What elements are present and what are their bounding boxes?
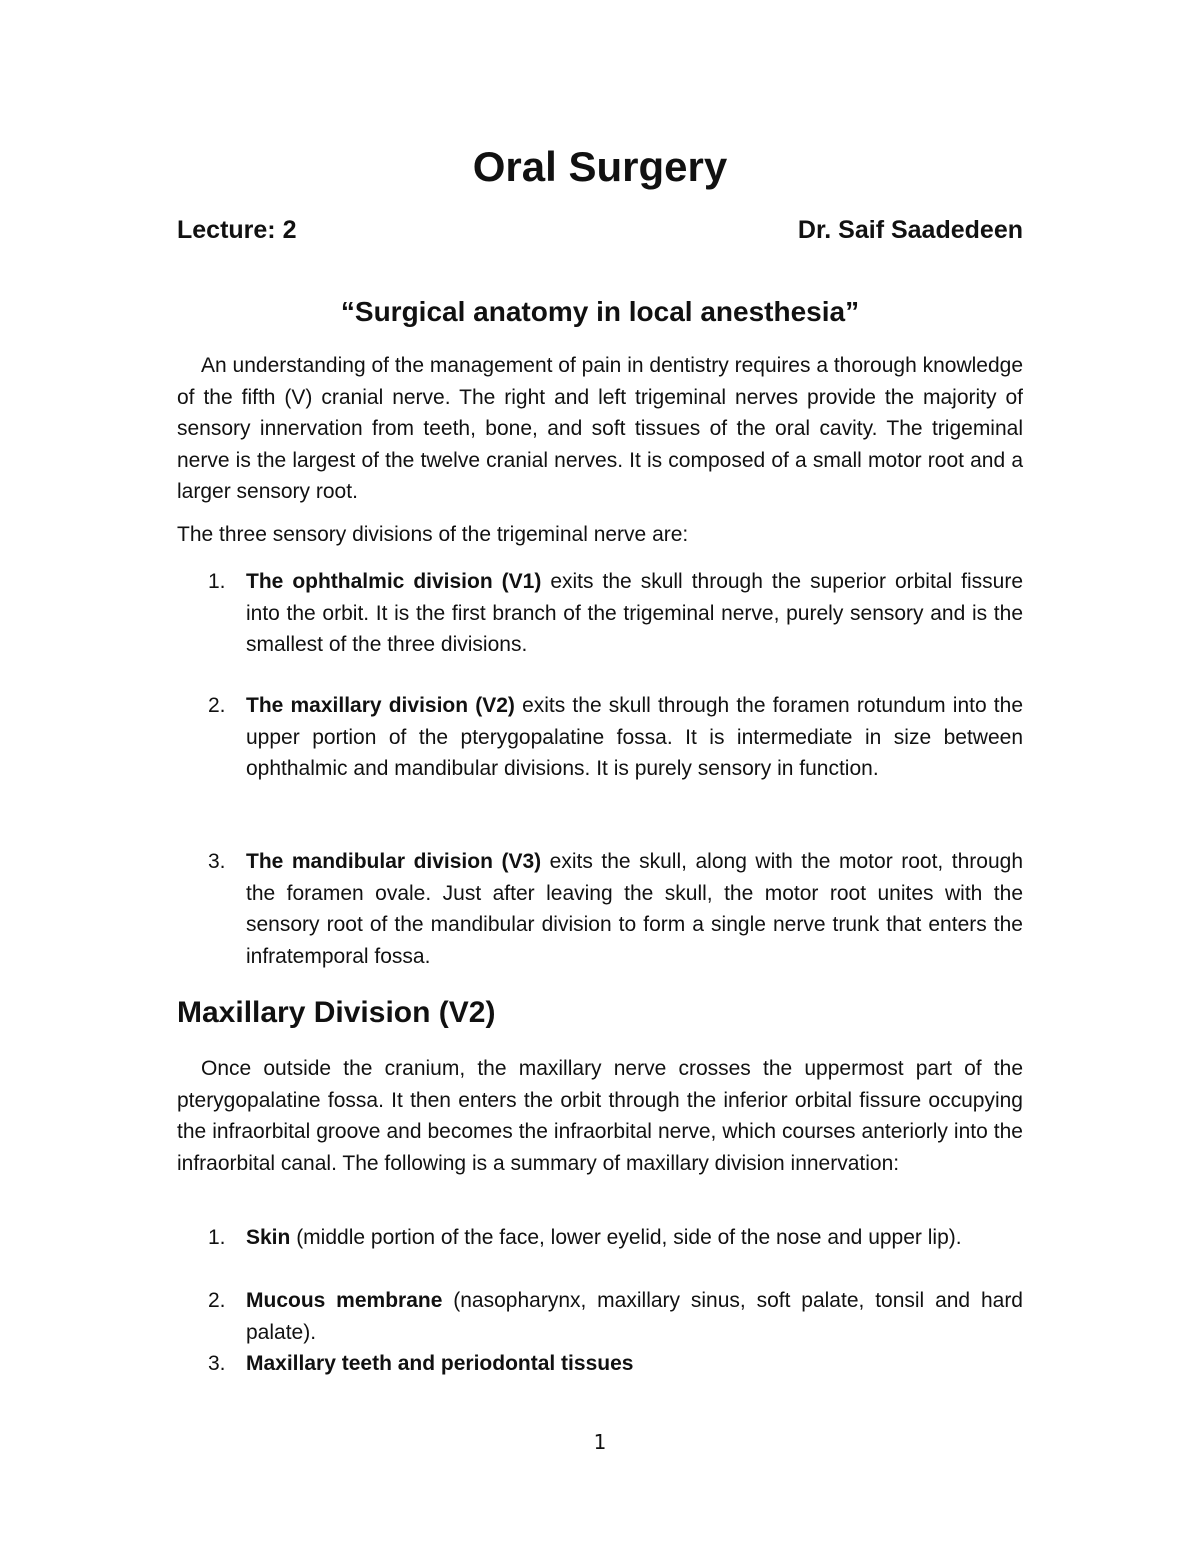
innervation-item-teeth <box>208 1348 1023 1380</box>
lecture-subtitle: “Surgical anatomy in local anesthesia” <box>340 296 860 327</box>
list-item-term: Skin <box>246 1226 291 1249</box>
list-item-body <box>246 1348 1023 1380</box>
innervation-item-mucous <box>208 1285 1023 1348</box>
page-number: 1 <box>593 1430 607 1454</box>
division-item-v2 <box>208 690 1023 785</box>
list-item-term: The ophthalmic division (V1) <box>246 570 542 593</box>
list-item-term: Mucous membrane <box>246 1289 443 1312</box>
list-number: 2. <box>208 1289 226 1312</box>
intro-paragraph: An understanding of the management of pain in dentistry requires a thorough knowledge of the fifth (V) cranial nerve. The right and left trigeminal nerves provide the majority of sensory innervation from teeth, bone, and soft tissues of the oral cavity. The trigeminal nerve is the largest of the twelve cranial nerves. It is composed of a small motor root and a larger sensory root. <box>177 354 1023 503</box>
list-item-text: (nasopharynx, maxillary sinus, soft palate, tonsil and hard palate). <box>246 1289 1023 1344</box>
list-item-text: (middle portion of the face, lower eyelid, side of the nose and upper lip). <box>290 1226 962 1249</box>
list-number: 1. <box>208 1226 226 1249</box>
lecture-number: Lecture: 2 <box>177 216 297 244</box>
list-item-body <box>246 690 1023 785</box>
list-item-term: The maxillary division (V2) <box>246 694 515 717</box>
list-item-text: exits the skull, along with the motor root, through the foramen ovale. Just after leaving the skull, the motor root unites with the sensory root of the mandibular division to form a single nerve trunk that enters the infratemporal fossa. <box>246 850 1023 968</box>
list-item-body <box>246 846 1023 972</box>
list-item-body <box>246 1285 1023 1348</box>
page-title: Oral Surgery <box>472 143 728 190</box>
list-item-term: The mandibular division (V3) <box>246 850 542 873</box>
list-item-text: exits the skull through the foramen rotundum into the upper portion of the pterygopalatine fossa. It is intermediate in size between ophthalmic and mandibular divisions. It is purely sensory in function. <box>246 694 1024 780</box>
list-number: 3. <box>208 1352 226 1375</box>
list-item-text: exits the skull through the superior orbital fissure into the orbit. It is the first branch of the trigeminal nerve, purely sensory and is the smallest of the three divisions. <box>246 570 1023 656</box>
innervation-item-skin <box>208 1222 1023 1254</box>
list-number: 2. <box>208 694 226 717</box>
list-number: 3. <box>208 850 226 873</box>
list-item-body <box>246 566 1023 661</box>
maxillary-paragraph: Once outside the cranium, the maxillary nerve crosses the uppermost part of the pterygopalatine fossa. It then enters the orbit through the inferior orbital fissure occupying the infraorbital groove and becomes the infraorbital nerve, which courses anteriorly into the infraorbital canal. The following is a summary of maxillary division innervation: <box>177 1057 1023 1175</box>
division-item-v1 <box>208 566 1023 661</box>
division-item-v3 <box>208 846 1023 972</box>
list-item-body <box>246 1222 1023 1254</box>
section-heading-maxillary: Maxillary Division (V2) <box>177 996 496 1029</box>
list-item-term: Maxillary teeth and periodontal tissues <box>246 1352 634 1375</box>
divisions-intro: The three sensory divisions of the trigeminal nerve are: <box>177 523 689 546</box>
list-number: 1. <box>208 570 226 593</box>
author-name: Dr. Saif Saadedeen <box>797 216 1023 244</box>
